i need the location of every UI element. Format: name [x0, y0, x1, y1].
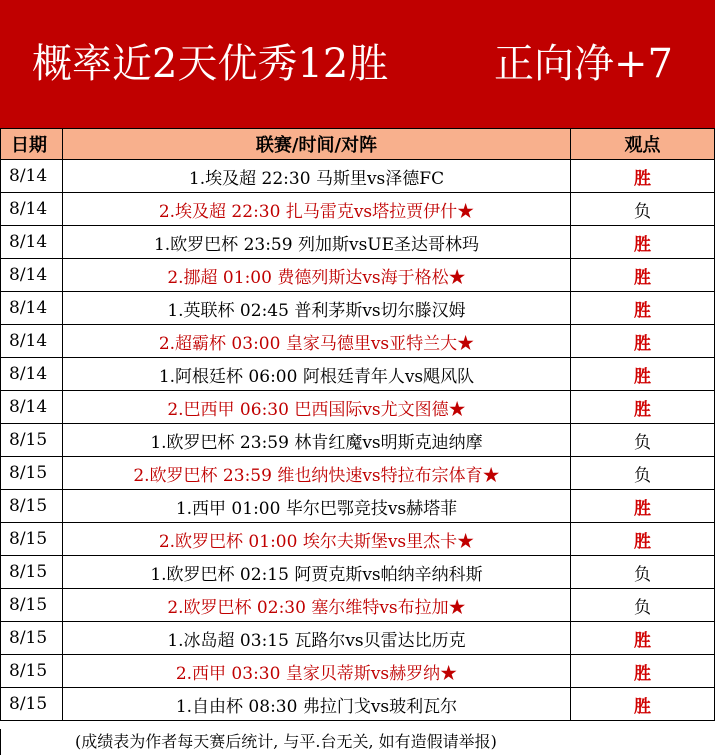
- row-result: 胜: [571, 160, 715, 193]
- row-match: 2.欧罗巴杯 23:59 维也纳快速vs特拉布宗体育★: [63, 457, 571, 490]
- row-match: 1.英联杯 02:45 普利茅斯vs切尔滕汉姆: [63, 292, 571, 325]
- row-date: 8/15: [1, 490, 63, 523]
- row-date: 8/15: [1, 655, 63, 688]
- table-row: [1, 292, 715, 325]
- row-match: 2.挪超 01:00 费德列斯达vs海于格松★: [63, 259, 571, 292]
- table-header-row: [1, 129, 715, 160]
- row-date: 8/14: [1, 226, 63, 259]
- row-result: 胜: [571, 292, 715, 325]
- row-date: 8/15: [1, 688, 63, 721]
- row-match: 1.欧罗巴杯 02:15 阿贾克斯vs帕纳辛纳科斯: [63, 556, 571, 589]
- row-result: 胜: [571, 688, 715, 721]
- table-row: [1, 259, 715, 292]
- row-result: 负: [571, 556, 715, 589]
- row-result: 负: [571, 457, 715, 490]
- title-banner: [0, 0, 715, 128]
- table-row: [1, 589, 715, 622]
- table-row: [1, 226, 715, 259]
- row-date: 8/15: [1, 457, 63, 490]
- table-row: [1, 457, 715, 490]
- footer-note: (成绩表为作者每天赛后统计, 与平.台无关, 如有造假请举报): [0, 729, 714, 755]
- row-result: 胜: [571, 358, 715, 391]
- row-date: 8/14: [1, 292, 63, 325]
- banner-title-record: 概率近2天优秀12胜: [32, 41, 389, 87]
- row-match: 1.自由杯 08:30 弗拉门戈vs玻利瓦尔: [63, 688, 571, 721]
- row-date: 8/15: [1, 556, 63, 589]
- row-match: 2.欧罗巴杯 01:00 埃尔夫斯堡vs里杰卡★: [63, 523, 571, 556]
- table-row: [1, 325, 715, 358]
- table-row: [1, 523, 715, 556]
- row-match: 1.欧罗巴杯 23:59 林肯红魔vs明斯克迪纳摩: [63, 424, 571, 457]
- row-date: 8/14: [1, 160, 63, 193]
- row-result: 负: [571, 193, 715, 226]
- row-match: 1.阿根廷杯 06:00 阿根廷青年人vs飓风队: [63, 358, 571, 391]
- row-result: 胜: [571, 226, 715, 259]
- table-row: [1, 358, 715, 391]
- row-match: 2.超霸杯 03:00 皇家马德里vs亚特兰大★: [63, 325, 571, 358]
- row-match: 2.西甲 03:30 皇家贝蒂斯vs赫罗纳★: [63, 655, 571, 688]
- row-match: 1.西甲 01:00 毕尔巴鄂竞技vs赫塔菲: [63, 490, 571, 523]
- row-result: 胜: [571, 655, 715, 688]
- row-date: 8/14: [1, 391, 63, 424]
- banner-title-net: 正向净+7: [494, 41, 673, 87]
- header-result: 观点: [571, 129, 715, 160]
- row-date: 8/14: [1, 325, 63, 358]
- row-match: 2.埃及超 22:30 扎马雷克vs塔拉贾伊什★: [63, 193, 571, 226]
- row-match: 1.欧罗巴杯 23:59 列加斯vsUE圣达哥林玛: [63, 226, 571, 259]
- row-result: 胜: [571, 490, 715, 523]
- table-row: [1, 688, 715, 721]
- table-row: [1, 424, 715, 457]
- table-row: [1, 655, 715, 688]
- row-result: 胜: [571, 622, 715, 655]
- row-result: 胜: [571, 325, 715, 358]
- row-date: 8/14: [1, 193, 63, 226]
- row-match: 1.冰岛超 03:15 瓦路尔vs贝雷达比历克: [63, 622, 571, 655]
- row-date: 8/15: [1, 523, 63, 556]
- row-date: 8/15: [1, 589, 63, 622]
- row-date: 8/15: [1, 622, 63, 655]
- table-row: [1, 622, 715, 655]
- row-result: 胜: [571, 391, 715, 424]
- row-match: 1.埃及超 22:30 马斯里vs泽德FC: [63, 160, 571, 193]
- table-row: [1, 193, 715, 226]
- table-row: [1, 490, 715, 523]
- row-date: 8/14: [1, 358, 63, 391]
- header-match: 联赛/时间/对阵: [63, 129, 571, 160]
- header-date: 日期: [1, 129, 63, 160]
- results-table: [0, 128, 715, 721]
- table-row: [1, 391, 715, 424]
- row-result: 负: [571, 589, 715, 622]
- row-result: 胜: [571, 259, 715, 292]
- row-result: 负: [571, 424, 715, 457]
- row-match: 2.欧罗巴杯 02:30 塞尔维特vs布拉加★: [63, 589, 571, 622]
- row-result: 胜: [571, 523, 715, 556]
- row-match: 2.巴西甲 06:30 巴西国际vs尤文图德★: [63, 391, 571, 424]
- table-row: [1, 556, 715, 589]
- table-row: [1, 160, 715, 193]
- row-date: 8/15: [1, 424, 63, 457]
- row-date: 8/14: [1, 259, 63, 292]
